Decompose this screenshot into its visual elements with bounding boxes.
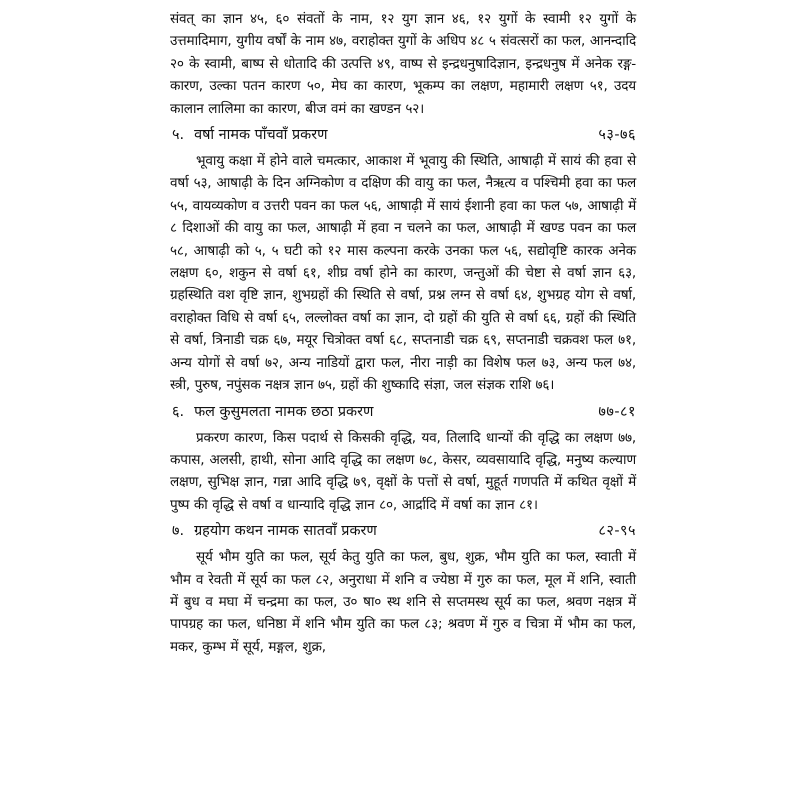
section-6-number: ६. (172, 403, 185, 420)
section-7-range: ८२-९५ (598, 523, 636, 540)
section-5-heading (170, 123, 636, 147)
section-7-body: सूर्य भौम युति का फल, सूर्य केतु युति का फल, बुध, शुक्र, भौम युति का फल, स्वाती में भौम व रेवती में सूर्य का फल ८२, अनुराधा में शनि व ज्येष्ठा में गुरु का फल, मूल में शनि, स्वाती में बुध व मघा में चन्द्रमा का फल, उ० षा० स्थ शनि से सप्तमस्थ सूर्य का फल, श्रवण नक्षत्र में पापग्रह का फल, धनिष्ठा में शनि भौम युति का फल ८३; श्रवण में गुरु व चित्रा में भौम का फल, मकर, कुम्भ में सूर्य, मङ्गल, शुक्र, (170, 549, 636, 655)
section-6-body: प्रकरण कारण, किस पदार्थ से किसकी वृद्धि, यव, तिलादि धान्यों की वृद्धि का लक्षण ७७, कपास, अलसी, हाथी, सोना आदि वृद्धि का लक्षण ७८, केसर, व्यवसायादि वृद्धि, मनुष्य कल्याण लक्षण, सुभिक्ष ज्ञान, गन्ना आदि वृद्धि ७९, वृक्षों के पत्तों से वर्षा, मुहूर्त गणपति में कथित वृक्षों में पुष्प की वृद्धि से वर्षा व धान्यादि वृद्धि ज्ञान ८०, आर्द्रादि में वर्षा का ज्ञान ८१। (170, 429, 636, 513)
section-5-body: भूवायु कक्षा में होने वाले चमत्कार, आकाश में भूवायु की स्थिति, आषाढ़ी में सायं की हवा से वर्षा ५३, आषाढ़ी के दिन अग्निकोण व दक्षिण की वायु का फल, नैऋत्य व पश्चिमी हवा का फल ५५, वायव्यकोण व उत्तरी पवन का फल ५६, आषाढ़ी में सायं ईशानी हवा का फल ५७, आषाढ़ी में ८ दिशाओं की वायु का फल, आषाढ़ी में हवा न चलने का फल, आषाढ़ी में खण्ड पवन का फल ५८, आषाढ़ी को ५, ५ घटी को १२ मास कल्पना करके उनका फल ५६, सद्योवृष्टि कारक अनेक लक्षण ६०, शकुन से वर्षा ६१, शीघ्र वर्षा होने का कारण, जन्तुओं की चेष्टा से वर्षा ज्ञान ६३, ग्रहस्थिति वश वृष्टि ज्ञान, शुभग्रहों की स्थिति से वर्षा, प्रश्न लग्न से वर्षा ६४, शुभग्रह योग से वर्षा, वराहोक्त विधि से वर्षा ६५, लल्लोक्त वर्षा का ज्ञान, दो ग्रहों की युति से वर्षा ६६, ग्रहों की स्थिति से वर्षा, त्रिनाडी चक्र ६७, मयूर चित्रोक्त वर्षा ६८, सप्तनाडी चक्र ६९, सप्तनाडी चक्रवश फल ७१, अन्य योगों से वर्षा ७२, अन्य नाडियों द्वारा फल, नीरा नाड़ी का विशेष फल ७३, अन्य फल ७४, स्त्री, पुरुष, नपुंसक नक्षत्र ज्ञान ७५, ग्रहों की शुष्कादि संज्ञा, जल संज्ञक राशि ७६। (170, 153, 636, 394)
section-7-number: ७. (172, 523, 185, 540)
section-5-number: ५. (172, 127, 185, 144)
section-6-title: फल कुसुमलता नामक छठा प्रकरण (194, 403, 374, 420)
section-6-range: ७७-८१ (598, 403, 636, 420)
section-7-title: ग्रहयोग कथन नामक सातवाँ प्रकरण (194, 523, 377, 540)
section-7-heading (170, 519, 636, 543)
intro-paragraph: संवत् का ज्ञान ४५, ६० संवतों के नाम, १२ युग ज्ञान ४६, १२ युगों के स्वामी १२ युगों के उत्तमादिमाग, युगीय वर्षों के नाम ४७, वराहोक्त युगों के अधिप ४८ ५ संवत्सरों का फल, आनन्दादि २० के स्वामी, बाष्प से धोतादि की उत्पत्ति ४९, वाष्प से इन्द्रधनुषादिज्ञान, इन्द्रधनुष में अनेक रङ्ग-कारण, उल्का पतन कारण ५०, मेघ का कारण, भूकम्प का लक्षण, महामारी लक्षण ५१, उदय कालान लालिमा का कारण, बीज वमं का खण्डन ५२। (170, 11, 636, 117)
section-5-title: वर्षा नामक पाँचवाँ प्रकरण (194, 127, 328, 144)
section-5-range: ५३-७६ (598, 127, 636, 144)
section-6-heading (170, 400, 636, 424)
